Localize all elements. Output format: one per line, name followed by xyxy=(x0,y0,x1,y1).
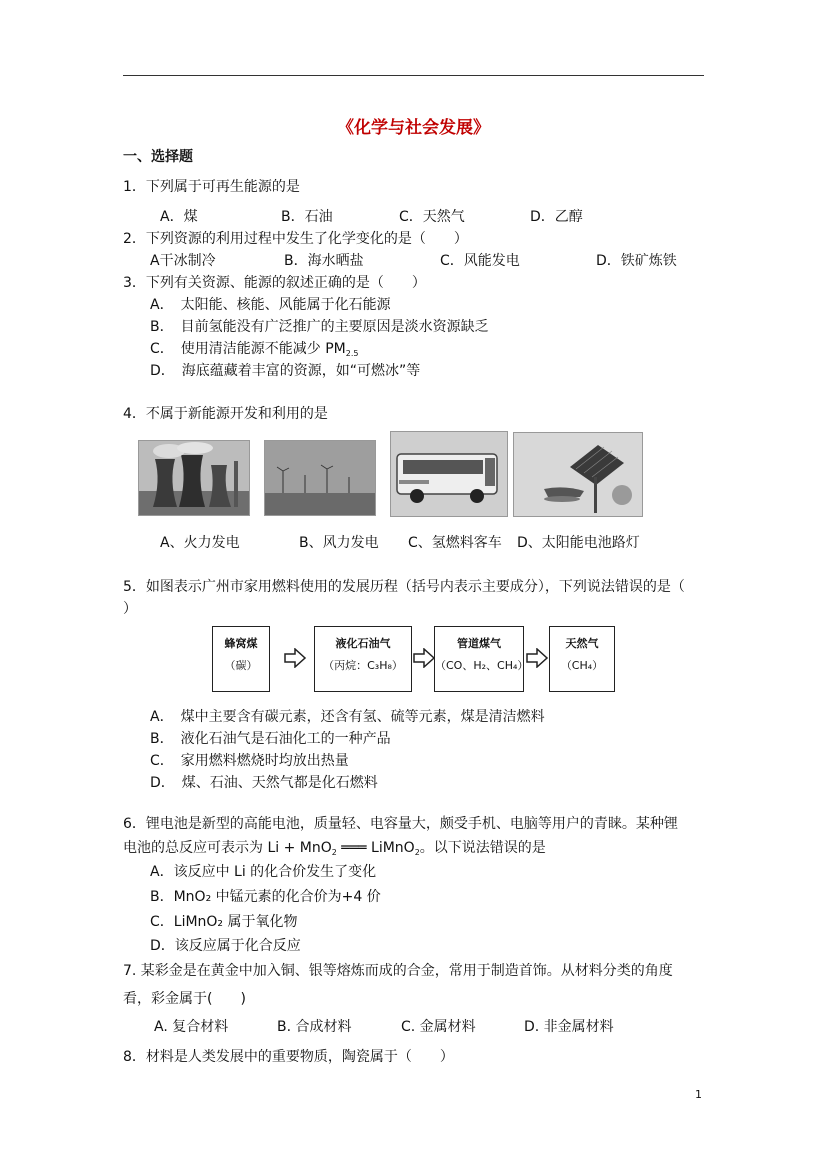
q5-option-c: C． 家用燃料燃烧时均放出热量 xyxy=(150,753,349,769)
flow-box-component: （CO、H₂、CH₄） xyxy=(435,659,529,672)
flow-box-component: （丙烷：C₃H₈） xyxy=(323,659,403,672)
q6-option-c: C．LiMnO₂ 属于氧化物 xyxy=(150,914,298,930)
power-plant-photo xyxy=(138,440,250,516)
mno2-subscript: 2 xyxy=(331,848,337,857)
q6-option-d: D．该反应属于化合反应 xyxy=(150,938,301,954)
flow-box-natural-gas xyxy=(549,626,615,692)
q3-option-c xyxy=(150,338,358,358)
q2-option-b: B．海水晒盐 xyxy=(284,253,364,269)
flow-box-name: 液化石油气 xyxy=(335,637,391,650)
q6-option-b: B．MnO₂ 中锰元素的化合价为+4 价 xyxy=(150,889,381,905)
flow-box-name: 天然气 xyxy=(565,637,599,650)
page-number: 1 xyxy=(695,1088,702,1101)
q6-stem-line1: 6．锂电池是新型的高能电池，质量轻、电容量大，颇受手机、电脑等用户的青睐。某种锂 xyxy=(123,816,678,832)
q6-reaction-right: ═══ LiMnO xyxy=(336,840,415,856)
q4-option-a: A、火力发电 xyxy=(160,535,240,551)
q7-option-d: D. 非金属材料 xyxy=(524,1019,614,1035)
q3-option-a: A． 太阳能、核能、风能属于化石能源 xyxy=(150,297,391,313)
q5-stem-line2: ） xyxy=(123,601,137,617)
q7-option-c: C. 金属材料 xyxy=(401,1019,476,1035)
q8-stem: 8．材料是人类发展中的重要物质，陶瓷属于（ ） xyxy=(123,1049,454,1065)
q4-option-d: D、太阳能电池路灯 xyxy=(517,535,640,551)
section-heading: 一、选择题 xyxy=(123,149,193,165)
q4-option-c: C、氢燃料客车 xyxy=(408,535,502,551)
q2-option-d: D．铁矿炼铁 xyxy=(596,253,677,269)
q1-option-c: C．天然气 xyxy=(399,209,465,225)
flow-box-component: （CH₄） xyxy=(560,659,604,672)
q1-stem: 1．下列属于可再生能源的是 xyxy=(123,179,300,195)
flow-arrow-icon xyxy=(412,648,436,668)
q6-stem-end: 。以下说法错误的是 xyxy=(419,840,546,856)
q3-option-b: B． 目前氢能没有广泛推广的主要原因是淡水资源缺乏 xyxy=(150,319,489,335)
q5-stem-line1: 5．如图表示广州市家用燃料使用的发展历程（括号内表示主要成分），下列说法错误的是（ xyxy=(123,579,685,595)
flow-box-honeycomb-coal xyxy=(212,626,270,692)
q4-option-b: B、风力发电 xyxy=(299,535,379,551)
q1-option-a: A．煤 xyxy=(160,209,198,225)
flow-box-pipeline-gas xyxy=(434,626,529,692)
q2-option-c: C．风能发电 xyxy=(440,253,520,269)
flow-box-name: 蜂窝煤 xyxy=(224,637,258,650)
header-rule xyxy=(123,75,704,76)
flow-box-component: （碳） xyxy=(224,659,258,672)
q5-option-a: A． 煤中主要含有碳元素，还含有氢、硫等元素，煤是清洁燃料 xyxy=(150,709,545,725)
q6-reaction-left: 电池的总反应可表示为 Li + MnO xyxy=(123,840,332,856)
q6-option-a: A．该反应中 Li 的化合价发生了变化 xyxy=(150,864,377,880)
q7-stem-line1: 7. 某彩金是在黄金中加入铜、银等熔炼而成的合金，常用于制造首饰。从材料分类的角度 xyxy=(123,963,673,979)
pm-subscript: 2.5 xyxy=(345,349,359,358)
q1-option-d: D．乙醇 xyxy=(530,209,583,225)
q3-option-c-text: C． 使用清洁能源不能减少 PM xyxy=(150,341,346,357)
flow-box-lpg xyxy=(314,626,412,692)
q6-stem-line2 xyxy=(123,837,546,857)
q3-option-d: D． 海底蕴藏着丰富的资源，如“可燃冰”等 xyxy=(150,363,421,379)
q5-option-b: B． 液化石油气是石油化工的一种产品 xyxy=(150,731,391,747)
q7-stem-line2: 看，彩金属于( ) xyxy=(123,991,246,1007)
limno2-subscript: 2 xyxy=(414,848,420,857)
q7-option-a: A. 复合材料 xyxy=(154,1019,229,1035)
q1-option-b: B．石油 xyxy=(281,209,333,225)
wind-farm-photo xyxy=(264,440,376,516)
q5-option-d: D． 煤、石油、天然气都是化石燃料 xyxy=(150,775,378,791)
q3-stem: 3．下列有关资源、能源的叙述正确的是（ ） xyxy=(123,275,426,291)
flow-arrow-icon xyxy=(525,648,549,668)
hydrogen-bus-photo xyxy=(390,431,508,517)
flow-box-name: 管道煤气 xyxy=(457,637,501,650)
q2-stem: 2．下列资源的利用过程中发生了化学变化的是（ ） xyxy=(123,231,468,247)
q4-stem: 4．不属于新能源开发和利用的是 xyxy=(123,406,328,422)
page-title: 《化学与社会发展》 xyxy=(337,118,490,138)
solar-street-lamp-photo xyxy=(513,432,643,517)
q2-option-a: A干冰制冷 xyxy=(150,253,216,269)
q7-option-b: B. 合成材料 xyxy=(277,1019,352,1035)
flow-arrow-icon xyxy=(283,648,307,668)
